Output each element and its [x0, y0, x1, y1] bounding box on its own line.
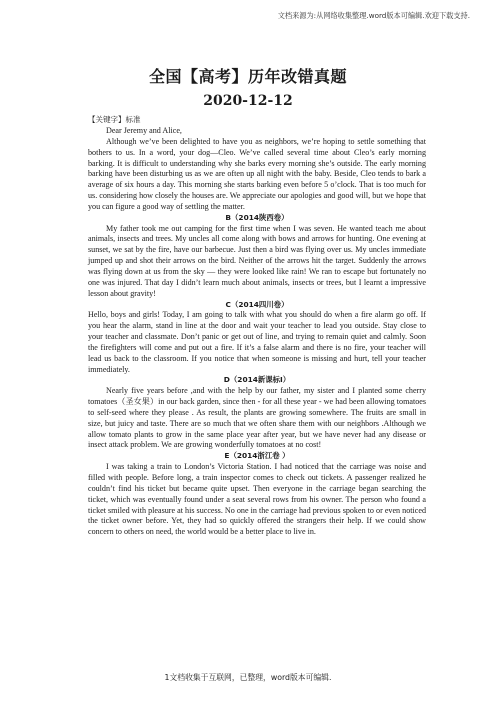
document-date: 2020-12-12 [203, 93, 293, 109]
passage-b-heading: B（2014陕西卷） [225, 212, 289, 222]
passage-a-salutation: Dear Jeremy and Alice, [106, 126, 182, 135]
passage-c-heading: C（2014四川卷） [225, 299, 289, 309]
passage-e-text: I was taking a train to London’s Victoria Station. I had noticed that the carriage was noise and filled with people. Before long, a train inspector comes to check out tickets. A passenger realized he couldn’t find his ticket but became quite upset. Then everyone in the carriage began searching the ticket, which was eventually found under a seat several rows from his owner. The person who found a ticket smiled with pleasure at his success. No one in the carriage had previous spoken to or even noticed the ticket owner before. Yet, they had so quickly offered the strangers their help. If we could show concern to others on need, the world would be a better place to live in. [88, 462, 426, 537]
passage-a-text: Although we’ve been delighted to have you as neighbors, we’re hoping to settle something that bothers to us. In a word, your dog—Cleo. We’ve called several time about Cleo’s early morning barking. It is difficult to understanding why she barks every morning she’s outside. The early morning barking have been disturbing us as we are often up all night with the baby. Beside, Cleo tends to bark a average of six hours a day. This morning she starts barking even before 5 o’clock. That is too much for us. considering how closely the houses are. We appreciate our apologies and good will, but we hope that you can figure a good way of settling the matter. [88, 136, 426, 211]
footer-note: 1文档收集于互联网，已整理，word版本可编辑. [164, 673, 332, 682]
page-title: 全国【高考】历年改错真题 [148, 67, 347, 86]
keywords-line: 【关键字】标准 [88, 115, 141, 124]
passage-b-text: My father took me out camping for the first time when I was seven. He wanted teach me about animals, insects and trees. My uncles all come along with bows and arrows for hunting. One evening at sunset, we sat by the fire, have our barbecue. Just then a bird was flying over us. My uncles immediate jumped up and shot their arrows on the bird. Neither of the arrows hit the target. Suddenly the arrows was flying down at us from the sky — they were looked like rain! We ran to escape but fortunately no one was injured. That day I didn’t learn much about animals, insects or trees, but I learnt a impressive lesson about gravity! [88, 223, 426, 298]
passage-d-heading: D（2014新课标I） [223, 375, 291, 385]
passage-d-text: Nearly five years before ,and with the help by our father, my sister and I planted some cherry tomatoes（圣女果）in our back garden, since then - for all these year - we had been allowing tomatoes to self-seed where they please . As result, the plants are growing somewhere. The fruits are small in size, but juicy and taste. There are so much that we often share them with our neighbors .Although we allow tomato plants to grow in the same place year after year, but we have never had any disease or insect attack problem. We are growing wonderfully tomatoes at no cost! [88, 386, 426, 450]
passage-c-text: Hello, boys and girls! Today, I am going to talk with what you should do when a fire alarm go off. If you hear the alarm, stand in line at the door and wait your teacher to lead you outside. Stay close to your teacher and classmate. Don’t panic or get out of line, and trying to remain quiet and calmly. Soon the firefighters will come and put out a fire. If it’s a false alarm and there is no fire, your teacher will lead us back to the classroom. If you notice that when someone is missing and hurt, tell your teacher immediately. [88, 310, 426, 374]
passage-e-heading: E（2014浙江卷 ） [224, 451, 290, 461]
header-note: 文档来源为:从网络收集整理.word版本可编辑.欢迎下载支持. [277, 11, 470, 20]
document-body [88, 126, 426, 538]
